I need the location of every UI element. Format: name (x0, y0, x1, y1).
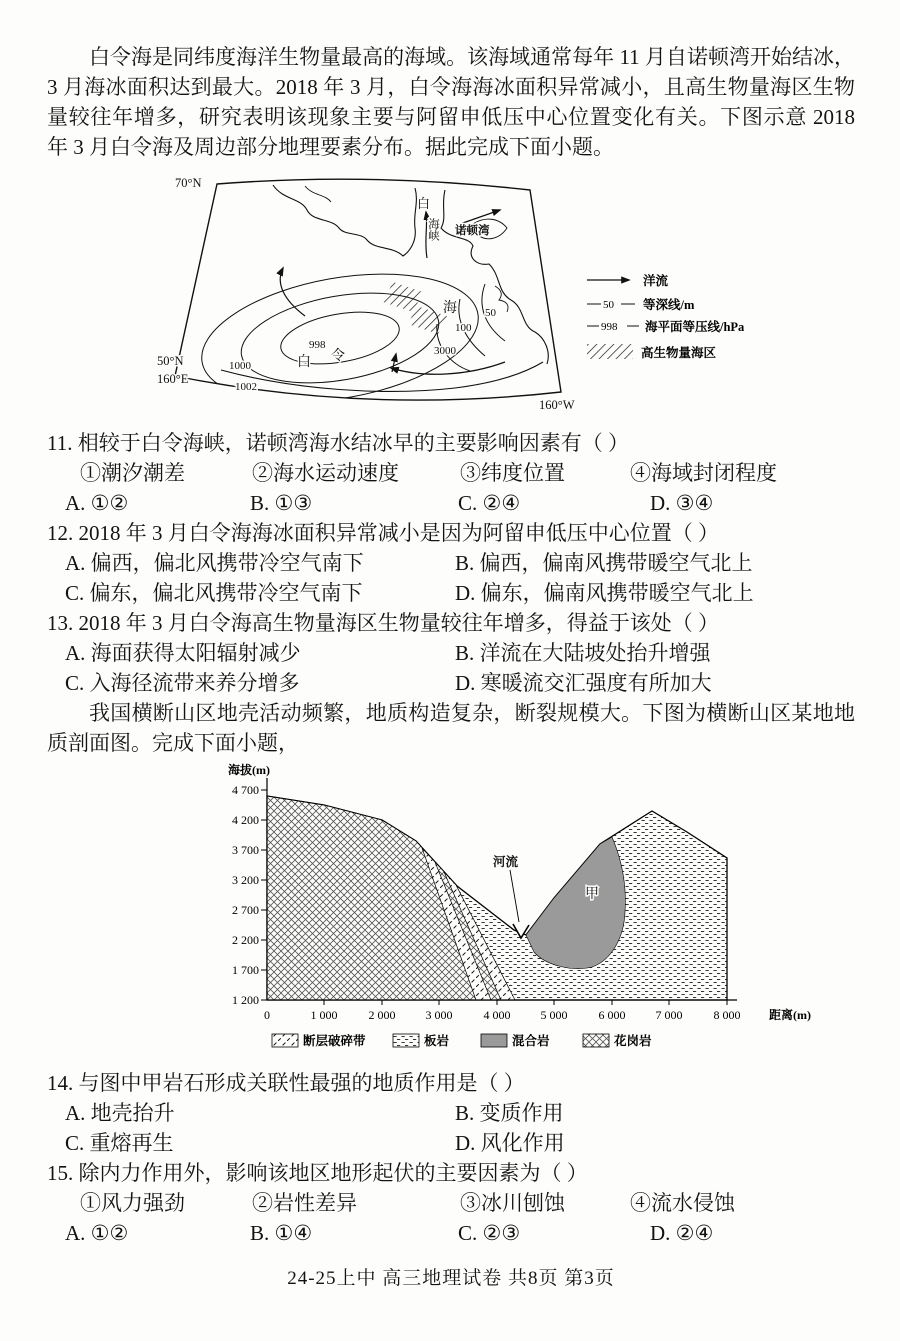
iso-998-label: 998 (309, 339, 326, 351)
y-tick: 3 700 (232, 843, 259, 857)
suboption: ②岩性差异 (252, 1191, 357, 1215)
legend-pressure-symbol-number: 998 (601, 321, 618, 333)
y-tick: 1 200 (232, 993, 259, 1007)
legend-biomass-label: 高生物量海区 (641, 346, 717, 360)
norton-bay-label: 诺顿湾 (455, 225, 490, 237)
question-13-choices (65, 638, 855, 698)
lon-160e-label: 160°E (157, 372, 189, 386)
legend-depth-label: 等深线/m (643, 298, 695, 312)
passage-1: 白令海是同纬度海洋生物量最高的海域。该海域通常每年 11 月自诺顿湾开始结冰，3 月海冰面积达到最大。2018 年 3 月，白令海海冰面积异常减小，且高生物量海区生物量较往年增多，研究表明该现象主要与阿留申低压中心位置变化有关。下图示意 2018 年 3 月白令海及周边部分地理要素分布。据此完成下面小题。 (47, 45, 855, 159)
x-axis-title: 距离(m) (769, 1008, 811, 1022)
jia-label: 甲 (585, 887, 599, 902)
y-tick: 2 700 (232, 903, 259, 917)
choice-c: C. ②③ (458, 1221, 521, 1245)
passage-2: 我国横断山区地壳活动频繁，地质构造复杂，断裂规模大。下图为横断山区某地地质剖面图。完成下面小题， (47, 701, 855, 755)
choice-c: C. 重熔再生 (65, 1131, 174, 1155)
legend-migmatite-label: 混合岩 (512, 1034, 550, 1048)
y-tick: 4 200 (232, 813, 259, 827)
suboption: ③纬度位置 (460, 461, 565, 485)
river-leader-line (510, 870, 519, 922)
question-14 (47, 1068, 855, 1158)
legend-fault-label: 断层破碎带 (303, 1034, 366, 1048)
choice-d: D. ③④ (650, 491, 714, 515)
lon-160w-label: 160°W (539, 398, 575, 412)
choice-b: B. 变质作用 (455, 1101, 564, 1125)
choice-d: D. ②④ (650, 1221, 714, 1245)
choice-a: A. 地壳抬升 (65, 1101, 175, 1125)
legend-biomass-symbol (587, 344, 633, 359)
suboption: ④流水侵蚀 (630, 1191, 735, 1215)
depth-3000-label: 3000 (434, 345, 456, 357)
x-tick: 2 000 (368, 1008, 396, 1022)
coastline-siberia (273, 185, 416, 256)
legend-depth-symbol-number: 50 (603, 299, 614, 311)
choice-c: C. 入海径流带来养分增多 (65, 671, 300, 695)
choice-a: A. ①② (65, 491, 129, 515)
choice-d: D. 风化作用 (455, 1131, 565, 1155)
question-13 (47, 608, 855, 698)
strait-haixia-label: 海峡 (427, 218, 439, 241)
x-tick: 8 000 (713, 1008, 741, 1022)
choice-a: A. 海面获得太阳辐射减少 (65, 641, 301, 665)
legend-slate-swatch (393, 1034, 419, 1047)
sea-bai-label: 白 (297, 355, 311, 370)
y-tick: 3 200 (232, 873, 259, 887)
lat-70n-label: 70°N (175, 176, 202, 190)
question-15-choices (65, 1218, 855, 1248)
question-15-stem: 15. 除内力作用外，影响该地区地形起伏的主要因素为（ ） (47, 1161, 588, 1185)
suboption: ①风力强劲 (80, 1191, 185, 1215)
question-11-suboptions (80, 458, 855, 488)
depth-50-label: 50 (485, 307, 496, 319)
y-axis-title: 海拔(m) (228, 763, 270, 777)
choice-a: A. ①② (65, 1221, 129, 1245)
lat-50n-label: 50°N (157, 354, 184, 368)
page-footer: 24-25上中 高三地理试卷 共8页 第3页 (287, 1268, 615, 1289)
legend-fault-swatch (272, 1034, 298, 1047)
bering-map-figure (155, 166, 855, 426)
legend-slate-label: 板岩 (424, 1034, 450, 1048)
suboption: ③冰川刨蚀 (460, 1191, 565, 1215)
choice-b: B. 偏西，偏南风携带暖空气北上 (455, 551, 753, 575)
biomass-area (383, 282, 447, 334)
x-tick: 1 000 (310, 1008, 338, 1022)
coastline-aleutians (221, 362, 543, 391)
x-tick: 4 000 (483, 1008, 511, 1022)
question-12-stem: 12. 2018 年 3 月白令海海冰面积异常减小是因为阿留申低压中心位置（ ） (47, 521, 719, 545)
depth-100-label: 100 (455, 322, 472, 334)
suboption: ④海域封闭程度 (630, 461, 777, 485)
map-labels (157, 176, 575, 412)
question-15 (47, 1158, 855, 1248)
x-tick: 7 000 (655, 1008, 683, 1022)
question-14-stem: 14. 与图中甲岩石形成关联性最强的地质作用是（ ） (47, 1071, 525, 1095)
choice-b: B. ①③ (250, 491, 313, 515)
choice-b: B. 洋流在大陆坡处抬升增强 (455, 641, 711, 665)
geologic-section-figure (197, 762, 855, 1066)
legend-pressure-label: 海平面等压线/hPa (645, 320, 745, 334)
y-tick: 1 700 (232, 963, 259, 977)
strait-bai-label: 白 (417, 196, 431, 211)
x-tick: 5 000 (540, 1008, 568, 1022)
sea-hai-label: 海 (443, 301, 457, 316)
question-11 (47, 428, 855, 518)
question-11-choices (65, 488, 855, 518)
map-legend (587, 273, 745, 360)
x-tick: 0 (264, 1008, 270, 1022)
x-tick: 6 000 (598, 1008, 626, 1022)
question-12-choices (65, 548, 855, 608)
bering-map-svg (155, 166, 845, 418)
section-legend (272, 1033, 652, 1048)
legend-migmatite-swatch (481, 1034, 507, 1047)
suboption: ①潮汐潮差 (80, 461, 185, 485)
river-label: 河流 (493, 855, 519, 869)
migmatite-region (526, 837, 625, 969)
question-11-stem: 11. 相较于白令海峡，诺顿湾海水结冰早的主要影响因素有（ ） (47, 431, 629, 455)
legend-current-label: 洋流 (643, 274, 669, 288)
y-tick: 4 700 (232, 783, 259, 797)
choice-c: C. 偏东，偏北风携带冷空气南下 (65, 581, 363, 605)
choice-d: D. 偏东，偏南风携带暖空气北上 (455, 581, 754, 605)
isobars (192, 255, 489, 418)
question-14-choices (65, 1098, 855, 1158)
suboption: ②海水运动速度 (252, 461, 399, 485)
y-tick: 2 200 (232, 933, 259, 947)
geologic-section-svg (197, 762, 817, 1058)
iso-1000-label: 1000 (229, 360, 251, 372)
x-tick: 3 000 (425, 1008, 453, 1022)
legend-granite-swatch (583, 1034, 609, 1047)
question-13-stem: 13. 2018 年 3 月白令海高生物量海区生物量较往年增多，得益于该处（ ） (47, 611, 719, 635)
choice-d: D. 寒暖流交汇强度有所加大 (455, 671, 712, 695)
coastline-alaska (441, 190, 548, 364)
choice-c: C. ②④ (458, 491, 521, 515)
iso-1002-label: 1002 (235, 381, 257, 393)
choice-a: A. 偏西，偏北风携带冷空气南下 (65, 551, 364, 575)
sea-ling-label: 令 (331, 349, 345, 364)
question-12 (47, 518, 855, 608)
choice-b: B. ①④ (250, 1221, 313, 1245)
question-15-suboptions (80, 1188, 855, 1218)
legend-granite-label: 花岗岩 (614, 1034, 652, 1048)
